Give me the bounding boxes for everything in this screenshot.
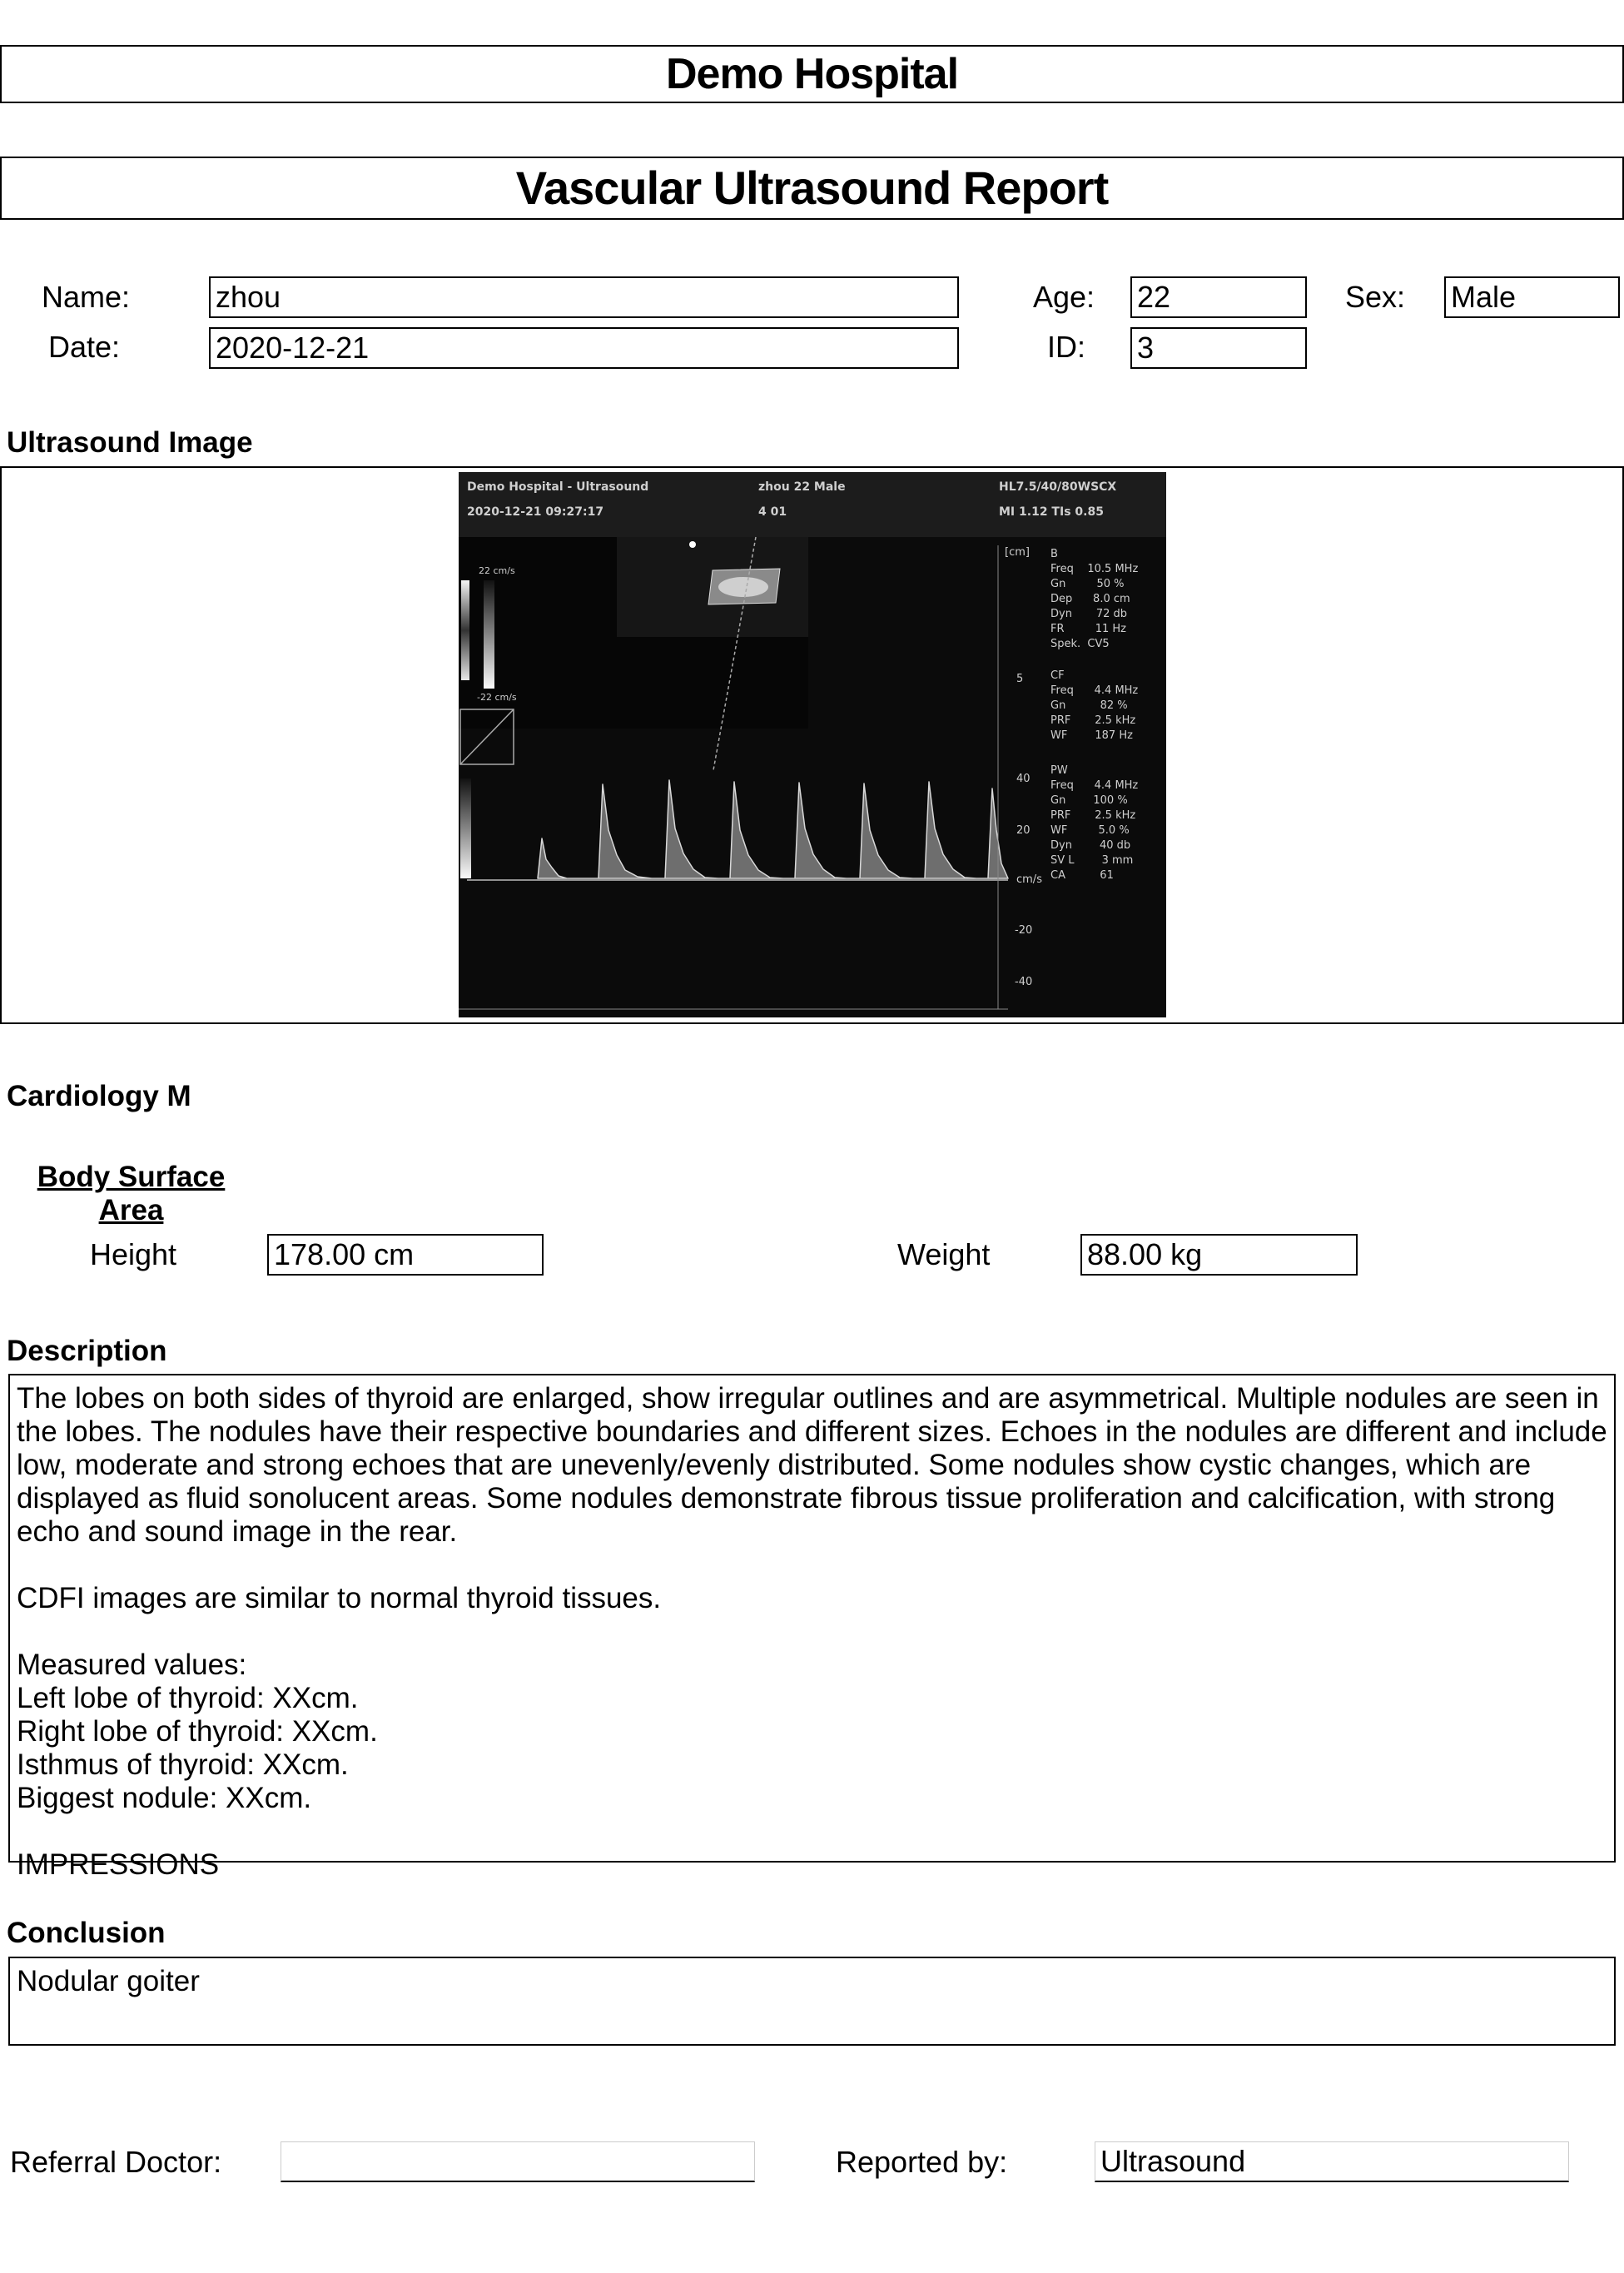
bsa-heading-line1: Body Surface <box>37 1161 226 1193</box>
height-field[interactable]: 178.00 cm <box>267 1234 544 1276</box>
us-scale-unit: [cm] <box>1005 546 1030 559</box>
us-header-mid: zhou 22 Male <box>758 480 846 494</box>
id-label: ID: <box>1047 330 1086 364</box>
sex-label: Sex: <box>1345 280 1406 314</box>
us-cf-params: CF Freq 4.4 MHz Gn 82 % PRF 2.5 kHz WF 187 Hz <box>1050 669 1139 742</box>
us-timestamp: 2020-12-21 09:27:17 <box>467 505 604 519</box>
age-label: Age: <box>1033 280 1095 314</box>
cardiology-heading: Cardiology M <box>7 1080 191 1112</box>
description-textarea[interactable]: The lobes on both sides of thyroid are enlarged, show irregular outlines and are asymmetrical. Multiple nodules are seen in the lobes. The nodules have their respective boundaries and different sizes. Echoes in the nodules are different and include low, moderate and strong echoes that are unevenly/evenly distributed. Some nodules show cystic changes, which are displayed as fluid sonolucent areas. Some nodules demonstrate fibrous tissue proliferation and calcification, with strong echo and sound image in the rear. CDFI images are similar to normal thyroid tissues. Measured values: Left lobe of thyroid: XXcm. Right lobe of thyroid: XXcm. Isthmus of thyroid: XXcm. Biggest nodule: XXcm. IMPRESSIONS <box>8 1374 1616 1863</box>
ultrasound-image-heading: Ultrasound Image <box>7 426 253 459</box>
bsa-heading <box>25 1161 237 1227</box>
date-label: Date: <box>48 330 121 364</box>
description-heading: Description <box>7 1335 167 1367</box>
us-vel-m40: -40 <box>1015 976 1033 988</box>
bsa-heading-line2: Area <box>98 1194 164 1226</box>
us-cf-bottom: -22 cm/s <box>477 692 517 703</box>
age-field[interactable]: 22 <box>1130 276 1307 318</box>
hospital-name: Demo Hospital <box>0 45 1624 103</box>
us-cf-top: 22 cm/s <box>479 565 515 576</box>
referral-doctor-field[interactable] <box>281 2141 755 2182</box>
us-pw-params: PW Freq 4.4 MHz Gn 100 % PRF 2.5 kHz WF 5.0 % Dyn 40 db SV L 3 mm CA 61 <box>1050 764 1139 882</box>
us-header-right: HL7.5/40/80WSCX <box>999 480 1117 494</box>
report-title: Vascular Ultrasound Report <box>0 157 1624 220</box>
name-field[interactable]: zhou <box>209 276 959 318</box>
us-vel-unit: cm/s <box>1016 873 1042 886</box>
us-vel-m20: -20 <box>1015 924 1033 937</box>
weight-label: Weight <box>897 1237 991 1271</box>
height-label: Height <box>90 1237 177 1271</box>
ultrasound-image <box>459 472 1166 1017</box>
referral-doctor-label: Referral Doctor: <box>10 2145 222 2179</box>
us-scale-5: 5 <box>1016 673 1024 685</box>
us-header-right2: MI 1.12 TIs 0.85 <box>999 505 1104 519</box>
us-header-mid2: 4 01 <box>758 505 787 519</box>
us-header-left: Demo Hospital - Ultrasound <box>467 480 649 494</box>
weight-field[interactable]: 88.00 kg <box>1080 1234 1358 1276</box>
name-label: Name: <box>42 280 131 314</box>
conclusion-heading: Conclusion <box>7 1917 166 1949</box>
us-vel-20: 20 <box>1016 824 1031 837</box>
reported-by-label: Reported by: <box>836 2145 1008 2179</box>
us-vel-40: 40 <box>1016 773 1031 785</box>
date-field[interactable]: 2020-12-21 <box>209 327 959 369</box>
reported-by-field[interactable]: Ultrasound <box>1095 2141 1569 2182</box>
id-field[interactable]: 3 <box>1130 327 1307 369</box>
us-b-params: B Freq 10.5 MHz Gn 50 % Dep 8.0 cm Dyn 72 db FR 11 Hz Spek. CV5 <box>1050 548 1139 650</box>
sex-field[interactable]: Male <box>1444 276 1620 318</box>
conclusion-textarea[interactable]: Nodular goiter <box>8 1957 1616 2046</box>
